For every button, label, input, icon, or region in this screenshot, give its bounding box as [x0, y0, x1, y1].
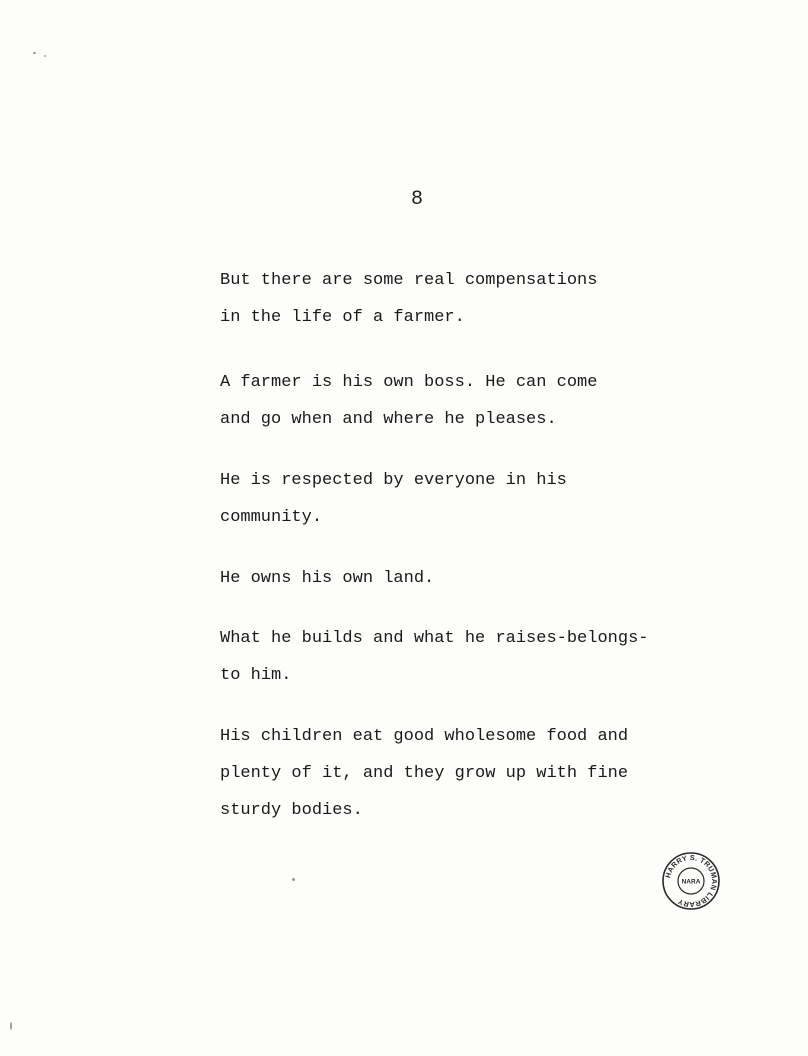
paragraph: [220, 468, 567, 542]
text-line: in the life of a farmer.: [220, 308, 465, 327]
text-line: sturdy bodies.: [220, 801, 363, 820]
text-line: to him.: [220, 666, 292, 685]
text-line: plenty of it, and they grow up with fine: [220, 764, 629, 783]
text-line: His children eat good wholesome food and: [220, 727, 629, 746]
stamp-center-text: NARA: [681, 878, 701, 886]
text-line: What he builds and what he raises-belongs-: [220, 629, 649, 648]
text-line: But there are some real compensations: [220, 271, 598, 290]
paragraph: [220, 268, 597, 342]
text-line: He is respected by everyone in his: [220, 471, 567, 490]
paper-speck: [33, 52, 36, 54]
text-line: He owns his own land.: [220, 569, 435, 588]
text-line: A farmer is his own boss. He can come: [220, 373, 598, 392]
text-line: community.: [220, 508, 323, 527]
paper-speck: [10, 1022, 12, 1030]
paragraph: [220, 626, 648, 700]
stamp-ring-text: HARRY S. TRUMAN LIBRARY: [663, 852, 720, 910]
page-number: 8: [411, 188, 424, 211]
text-line: and go when and where he pleases.: [220, 410, 557, 429]
paragraph: [220, 370, 597, 444]
paragraph: [220, 566, 434, 603]
paper-speck: [292, 878, 295, 881]
paragraph: [220, 724, 628, 835]
truman-library-stamp: [661, 851, 721, 911]
paper-speck: [44, 55, 46, 57]
